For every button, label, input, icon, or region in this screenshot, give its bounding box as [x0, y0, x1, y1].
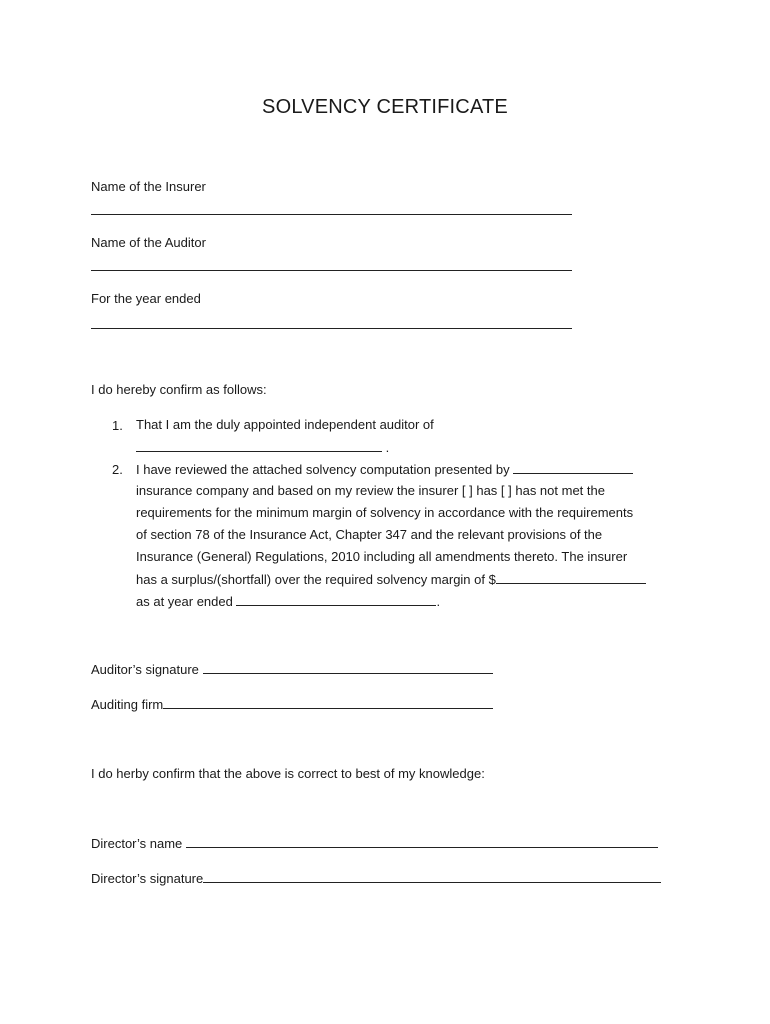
item-2-line-6-text: has a surplus/(shortfall) over the required solvency margin of $: [136, 572, 496, 587]
item-2-line-4: of section 78 of the Insurance Act, Chapter 347 and the relevant provisions of the: [136, 527, 603, 542]
director-confirm-statement: I do herby confirm that the above is correct to best of my knowledge:: [91, 766, 485, 781]
item-1-line-1: That I am the duly appointed independent auditor of: [136, 417, 434, 432]
item-2-line-2: insurance company and based on my review the insurer [ ] has [ ] has not met the: [136, 483, 605, 498]
auditor-label: Name of the Auditor: [91, 235, 206, 250]
auditing-firm-field[interactable]: [163, 696, 493, 709]
item-2-line-7-text: as at year ended: [136, 594, 233, 609]
item-1-period: .: [385, 440, 390, 455]
auditor-signature-label: Auditor’s signature: [91, 662, 199, 677]
director-name-field[interactable]: [186, 835, 658, 848]
director-name-row: [91, 835, 658, 851]
item-2-line-3: requirements for the minimum margin of solvency in accordance with the requirements: [136, 505, 634, 520]
page-title: SOLVENCY CERTIFICATE: [262, 96, 508, 118]
item-2-line-6: [136, 571, 646, 588]
director-name-label: Director’s name: [91, 836, 183, 851]
presented-by-blank[interactable]: [513, 461, 633, 474]
confirm-intro: I do hereby confirm as follows:: [91, 382, 267, 397]
auditor-of-blank[interactable]: [136, 439, 382, 452]
year-ended-blank[interactable]: [236, 593, 436, 606]
auditing-firm-label: Auditing firm: [91, 697, 164, 712]
director-signature-field[interactable]: [203, 870, 661, 883]
item-2-line-5: Insurance (General) Regulations, 2010 including all amendments thereto. The insurer: [136, 549, 628, 564]
insurer-label: Name of the Insurer: [91, 179, 206, 194]
item-2-line-1-text: I have reviewed the attached solvency computation presented by: [136, 462, 510, 477]
director-signature-row: [91, 870, 661, 886]
item-1-number: 1.: [112, 418, 123, 433]
auditor-signature-field[interactable]: [203, 661, 493, 674]
auditor-signature-row: [91, 661, 493, 677]
item-1-line-2: [136, 439, 389, 456]
auditor-field[interactable]: [91, 270, 572, 271]
item-2-number: 2.: [112, 462, 123, 477]
insurer-field[interactable]: [91, 214, 572, 215]
director-signature-label: Director’s signature: [91, 871, 204, 886]
solvency-margin-amount-blank[interactable]: [496, 571, 646, 584]
item-2-line-7: [136, 593, 440, 610]
year-ended-field[interactable]: [91, 328, 572, 329]
item-2-period: .: [436, 594, 441, 609]
item-2-line-1: [136, 461, 633, 478]
auditing-firm-row: [91, 696, 493, 712]
year-ended-label: For the year ended: [91, 291, 201, 306]
